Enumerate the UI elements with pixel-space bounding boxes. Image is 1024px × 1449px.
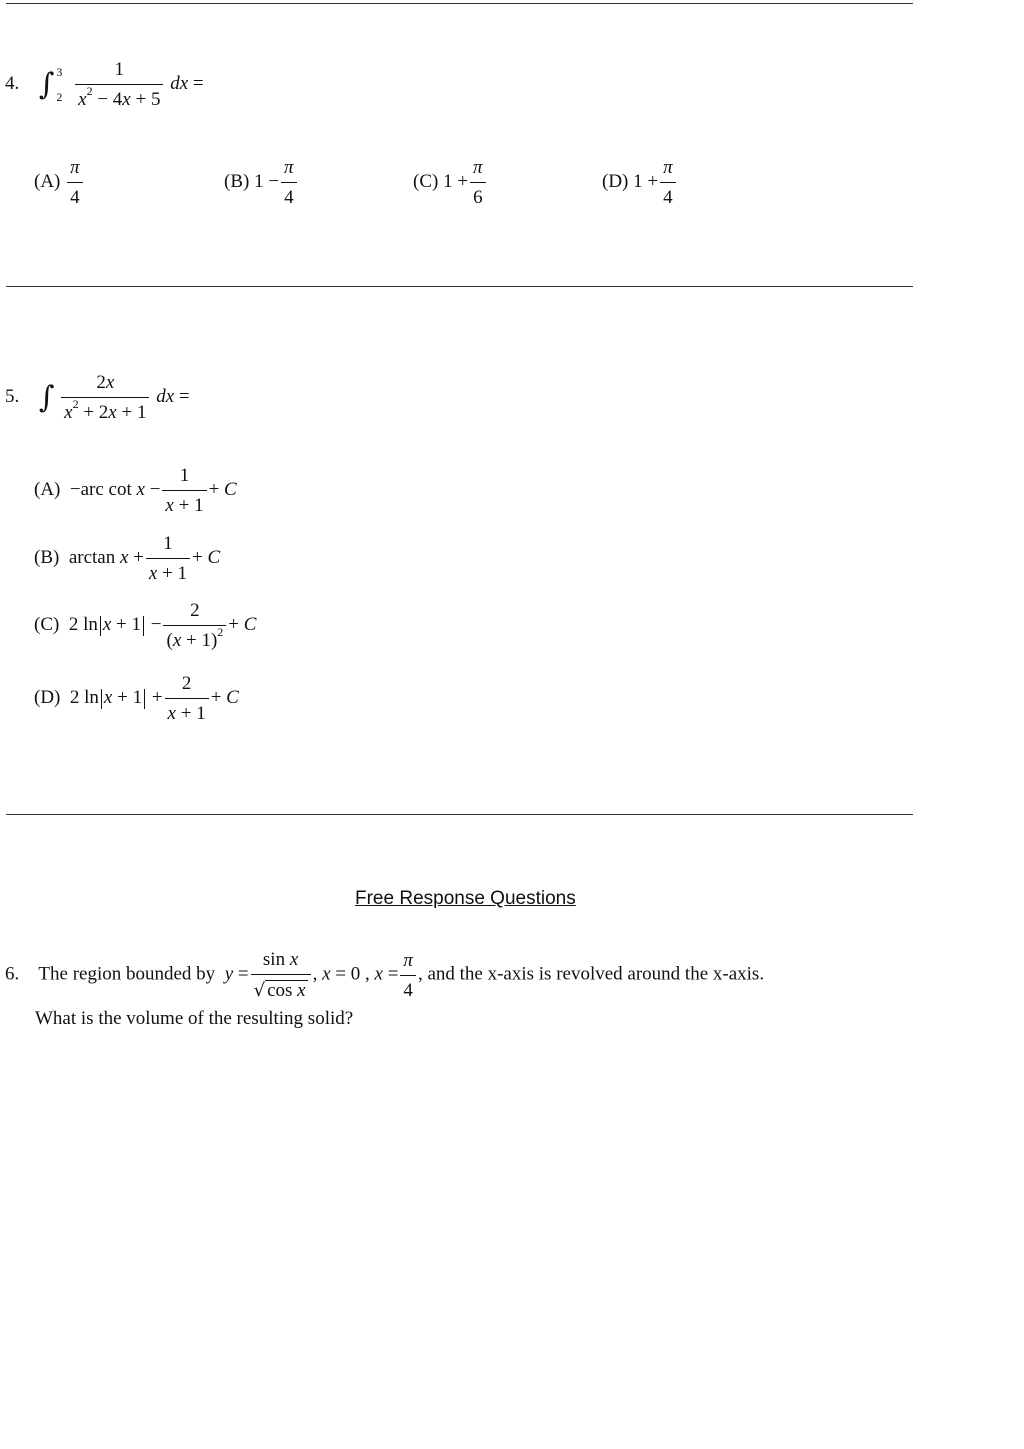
q5-choice-a: (A) −arc cot x − $\frac{1}{x + 1}$ + C bbox=[34, 465, 237, 516]
top-divider bbox=[6, 3, 913, 4]
differential: dx bbox=[156, 385, 175, 407]
lower-limit: 2 bbox=[56, 89, 63, 104]
divider-after-q4 bbox=[6, 286, 913, 287]
question-number: 6. bbox=[5, 963, 20, 985]
free-response-title: Free Response Questions bbox=[355, 888, 576, 909]
integral-sign: ∫ bbox=[38, 67, 55, 102]
q4-choice-c: (C) 1 + $\frac{\pi}{6}$ bbox=[413, 158, 488, 207]
q6-intro: The region bounded by bbox=[38, 963, 216, 985]
question-4: 4. ∫ 3 2 $\frac{1}{x^2 - 4x + 5}$ dx = bbox=[5, 59, 204, 110]
divider-after-q5 bbox=[6, 814, 913, 815]
numerator: 1 bbox=[114, 59, 125, 80]
q5-choice-d: (D) 2 ln x + 1 + $\frac{2}{x + 1}$ + C bbox=[34, 673, 239, 724]
upper-limit: 3 bbox=[56, 64, 63, 79]
integrand-fraction: $\frac{2x}{x^2 + 2x + 1}$ bbox=[61, 373, 149, 422]
question-5: 5. ∫ $\frac{2x}{x^2 + 2x + 1}$ dx = bbox=[5, 372, 190, 423]
question-number: 5. bbox=[5, 385, 20, 407]
q6-after: , and the x-axis is revolved around the x-axis. bbox=[417, 963, 765, 985]
question-6: 6. The region bounded by y = $\frac{\text{sin x}}{\text{√ cos x}}$ , x = 0 , x = $\frac{\pi}{4}$ , and the x-axis is revolved around the x-axis. bbox=[5, 949, 765, 1001]
q4-choice-a: (A) $\frac{\pi}{4}$ bbox=[34, 158, 85, 207]
denominator: $x^2 - 4x + 5$ bbox=[75, 84, 163, 109]
q4-choice-d: (D) 1 + $\frac{\pi}{4}$ bbox=[602, 158, 678, 207]
q5-choice-c: (C) 2 ln x + 1 − $\frac{2}{(x + 1)^2}$ + C bbox=[34, 600, 257, 651]
q6-function: $\frac{\text{sin x}}{\text{√ cos x}}$ bbox=[251, 950, 311, 1000]
integrand-fraction bbox=[75, 60, 163, 109]
integral-sign: ∫ bbox=[38, 380, 55, 415]
integral-limits bbox=[56, 65, 62, 105]
q4-choice-b: (B) 1 − $\frac{\pi}{4}$ bbox=[224, 158, 299, 207]
q5-choice-b: (B) arctan x + $\frac{1}{x + 1}$ + C bbox=[34, 533, 221, 584]
q6-line-2: What is the volume of the resulting solid? bbox=[35, 1008, 354, 1029]
differential: dx bbox=[170, 72, 189, 94]
question-number: 4. bbox=[5, 72, 20, 94]
